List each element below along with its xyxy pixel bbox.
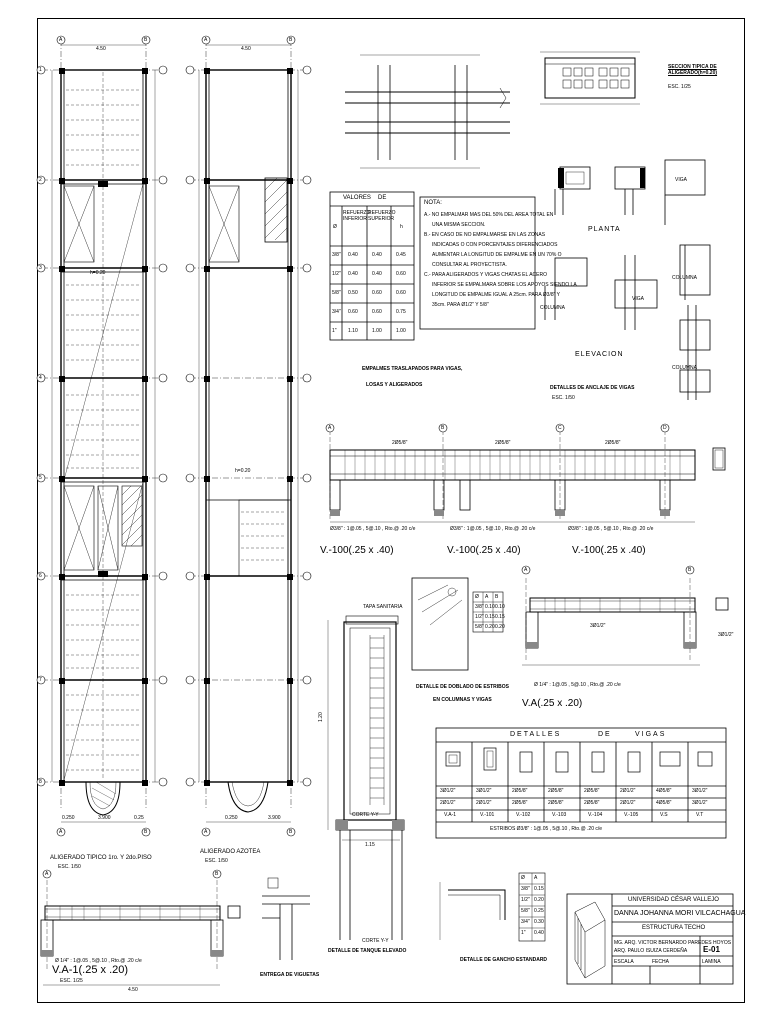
tank-lid: TAPA SANITARIA [363,604,403,610]
gancho-cell: 0.25 [534,908,544,914]
label-lamina: LAMINA [702,959,721,965]
nota-line: C.- PARA ALIGERADOS Y VIGAS CHATAS EL ACERO [424,272,548,278]
axis-label-a: A [204,829,208,835]
va1-axis: A [45,871,49,877]
doblado-cell: 3/8" [475,604,484,610]
elevacion-label: ELEVACION [575,351,624,358]
roof-floor-plan [190,40,305,822]
gancho-title: DETALLE DE GANCHO ESTANDARD [460,957,548,963]
nota-line: UNA MISMA SECCION. [432,222,486,228]
beam-name: V.T [696,812,704,818]
valores-de: DE [378,195,387,201]
plan-dim-bottom: 0.250 [225,815,238,821]
beam-bottom-bars: 2Ø1/2" [620,800,636,806]
nota-line: A.- NO EMPALMAR MAS DEL 50% DEL AREA TOTAL EN [424,212,554,218]
axis-row-label: 8 [39,779,42,785]
gancho-cell: 3/8" [521,886,530,892]
beam-va-elevation [522,578,728,665]
tank-title: DETALLE DE TANQUE ELEVADO [328,948,407,954]
gancho-cell: A [534,875,538,881]
slab-label: h=0.20 [235,468,251,474]
plan-dim-bottom: 3.900 [98,815,111,821]
gancho-cell: 1/2" [521,897,530,903]
beam-bottom-bars: 4Ø5/8" [656,800,672,806]
valores-cell: 1/2" [332,271,341,277]
valores-cell: 0.75 [396,309,406,315]
beam-name: V.A-1 [444,812,457,818]
axis-label-a: A [59,829,63,835]
valores-header: Ø [333,224,337,230]
slab-label: h=0.20 [90,270,106,276]
gancho-cell: Ø [521,875,525,881]
gancho-cell: 3/4" [521,919,530,925]
va1-label: V.A-1(.25 x .20) [52,964,129,976]
col-label: COLUMNA [672,275,698,281]
nota-line: B.- EN CASO DE NO EMPALMARSE EN LAS ZONAS [424,232,546,238]
anclaje-scale: ESC. 1/50 [552,395,575,401]
valores-cell: 0.45 [396,252,406,258]
valores-header: REFUERZO INFERIOR [343,210,371,222]
valores-header: REFUERZO SUPERIOR [368,210,396,222]
standard-hook-detail [440,873,545,941]
valores-cell: 0.60 [372,290,382,296]
va-axis: A [524,567,528,573]
plan-dim-bottom: 0.25 [134,815,144,821]
v100-stirrups: Ø3/8" : 1@.05 , 5@.10 , Rto.@ .20 c/e [330,526,416,532]
axis-label-b: B [289,829,293,835]
doblado-cell: B [495,594,499,600]
nota-line: INDICADAS O CON PORCENTAJES DIFERENCIADOS [432,242,558,248]
valores-title: VALORES [343,195,371,201]
beam-bottom-bars: 2Ø5/8" [548,800,564,806]
v100-axis: D [663,425,667,431]
gancho-cell: 0.30 [534,919,544,925]
tank-corte: CORTE Y-Y [352,812,379,818]
gancho-cell: 5/8" [521,908,530,914]
col-label: COLUMNA [672,365,698,371]
va-label: V.A(.25 x .20) [522,698,583,709]
v100-stirrups: Ø3/8" : 1@.05 , 5@.10 , Rto.@ .20 c/e [450,526,536,532]
doblado-cell: 1/2" [475,614,484,620]
valores-cell: 0.60 [396,290,406,296]
beam-v100-elevation [330,430,725,522]
anclaje-title: DETALLES DE ANCLAJE DE VIGAS [550,385,635,391]
section-title: SECCION TIPICA DE ALIGERADO(h=0.20) [668,64,718,76]
beam-name: V.-101 [480,812,495,818]
doblado-cell: A [485,594,489,600]
right-plan-scale: ESC. 1/50 [205,858,228,864]
valores-cell: 1.00 [372,328,382,334]
university-name: UNIVERSIDAD CÉSAR VALLEJO [628,897,719,903]
v100-stirrups: Ø3/8" : 1@.05 , 5@.10 , Rto.@ .20 c/e [568,526,654,532]
label-escala: ESCALA [614,959,634,965]
water-tank-detail [328,616,404,940]
doblado-cell: 5/8" [475,624,484,630]
beam-name: V.-102 [516,812,531,818]
advisor-name: MG. ARQ. VICTOR BERNARDO PAREDES HOYOS [614,940,732,946]
beam-bottom-bars: 2Ø5/8" [512,800,528,806]
beam-details-title: VIGAS [635,731,667,738]
v100-axis: C [558,425,562,431]
valores-cell: 0.60 [396,271,406,277]
va1-axis: B [215,871,219,877]
v100-label: V.-100(.25 x .40) [572,545,646,556]
beam-top-bars: 2Ø5/8" [512,788,528,794]
beam-top-bars: 4Ø5/8" [656,788,672,794]
valores-cell: 1.10 [348,328,358,334]
va1-scale: ESC. 1/25 [60,978,83,984]
label-fecha: FECHA [652,959,669,965]
gancho-cell: 0.15 [534,886,544,892]
valores-header: h [400,224,403,230]
nota-line: INFERIOR SE EMPALMARA SOBRE LOS APOYOS SIENDO LA [432,282,577,288]
doblado-cell: 0.20 [495,624,505,630]
course-name: ARQ. PAULO ISUIZA CERDEÑA [614,948,688,954]
valores-cell: 0.50 [348,290,358,296]
doblado-cell: 0.10 [485,604,495,610]
valores-cell: 3/4" [332,309,341,315]
beam-details-table [436,728,726,838]
valores-cell: 0.40 [372,252,382,258]
right-plan-title: ALIGERADO AZOTEA [200,849,261,855]
left-plan-scale: ESC. 1/50 [58,864,81,870]
gancho-cell: 0.40 [534,930,544,936]
valores-cell: 0.40 [372,271,382,277]
va1-dim: 4.50 [128,987,138,993]
v100-label: V.-100(.25 x .40) [447,545,521,556]
valores-caption: EMPALMES TRASLAPADOS PARA VIGAS, [362,366,463,372]
beam-name: V.-105 [624,812,639,818]
axis-label-b: B [144,829,148,835]
valores-cell: 1" [332,328,337,334]
sheet-number: E-01 [703,945,720,954]
beam-details-title: DETALLES [510,731,562,738]
nota-line: CONSULTAR AL PROYECTISTA. [432,262,507,268]
axis-row-label: 4 [39,375,42,381]
plan-dim-bottom: 3.900 [268,815,281,821]
va-bars: 3Ø1/2" [590,623,606,629]
doblado-title: DETALLE DE DOBLADO DE ESTRIBOS [416,684,509,690]
beam-top-bars: 2Ø5/8" [584,788,600,794]
doblado-subtitle: EN COLUMNAS Y VIGAS [433,697,492,703]
nota-line: AUMENTAR LA LONGITUD DE EMPALME EN UN 70% O [432,252,562,258]
valores-cell: 0.40 [348,252,358,258]
valores-cell: 5/8" [332,290,341,296]
student-name: DANNA JOHANNA MORI VILCACHAGUA [614,910,746,917]
valores-cell: 0.60 [372,309,382,315]
tank-corte: CORTE Y-Y [362,938,389,944]
v100-label: V.-100(.25 x .40) [320,545,394,556]
section-scale: ESC. 1/25 [668,84,691,90]
valores-cell: 0.40 [348,271,358,277]
title-block [567,894,733,984]
va1-stirrups: Ø 1/4" : 1@.05 , 5@.10 , Rto.@ .20 c/e [55,958,142,964]
v100-bars: 2Ø5/8" [392,440,408,446]
va-bars: 3Ø1/2" [718,632,734,638]
viga-label: VIGA [675,177,687,183]
axis-row-label: 2 [39,177,42,183]
beam-top-bars: 3Ø1/2" [692,788,708,794]
axis-row-label: 5 [39,475,42,481]
nota-title: NOTA: [424,200,442,206]
v100-bars: 2Ø5/8" [495,440,511,446]
axis-row-label: 3 [39,265,42,271]
beam-bottom-bars: 2Ø1/2" [440,800,456,806]
nota-line: 35cm. PARA Ø1/2" Y 5/8" [432,302,489,308]
beam-name: V.-103 [552,812,567,818]
gancho-cell: 0.20 [534,897,544,903]
doblado-cell: 0.15 [485,614,495,620]
joist-delivery-detail [262,878,310,960]
axis-row-label: 1 [39,67,42,73]
planta-label: PLANTA [588,226,621,233]
aligerado-section-detail [540,52,640,104]
gancho-cell: 1" [521,930,526,936]
viguetas-title: ENTREGA DE VIGUETAS [260,972,320,978]
axis-label-a: A [204,37,208,43]
doblado-cell: 0.15 [495,614,505,620]
beam-details-note: ESTRIBOS Ø3/8" : 1@.05 , 5@.10 , Rto.@ .20 c/e [490,826,603,832]
tank-width-dim: 1.15 [365,842,375,848]
left-floor-plan [42,40,160,822]
valores-caption: LOSAS Y ALIGERADOS [366,382,423,388]
beam-name: V.S [660,812,668,818]
v100-bars: 2Ø5/8" [605,440,621,446]
doblado-cell: 0.20 [485,624,495,630]
beam-top-bars: 3Ø1/2" [476,788,492,794]
axis-label-a: A [59,37,63,43]
axis-label-b: B [144,37,148,43]
axis-row-label: 7 [39,677,42,683]
plan-width-dim: 4.50 [96,46,106,52]
v100-axis: B [441,425,445,431]
beam-bottom-bars: 3Ø1/2" [692,800,708,806]
left-plan-title: ALIGERADO TIPICO 1ro. Y 2do.PISO [50,855,152,861]
plan-dim-bottom: 0.250 [62,815,75,821]
beam-bottom-bars: 2Ø5/8" [584,800,600,806]
beam-top-bars: 3Ø1/2" [440,788,456,794]
tank-height-dim: 1.20 [318,712,324,722]
beam-plan-detail [345,55,510,168]
doblado-cell: 0.10 [495,604,505,610]
viga-label: VIGA [632,296,644,302]
beam-top-bars: 2Ø5/8" [548,788,564,794]
drawing-subject: ESTRUCTURA TECHO [642,925,706,931]
col-label: COLUMNA [540,305,566,311]
va-axis: B [688,567,692,573]
valores-cell: 0.60 [348,309,358,315]
beam-bottom-bars: 2Ø1/2" [476,800,492,806]
axis-row-label: 6 [39,573,42,579]
axis-label-b: B [289,37,293,43]
valores-cell: 3/8" [332,252,341,258]
beam-name: V.-104 [588,812,603,818]
beam-top-bars: 2Ø1/2" [620,788,636,794]
va-stirrups: Ø 1/4" : 1@.05 , 5@.10 , Rto.@ .20 c/e [534,682,621,688]
doblado-cell: Ø [475,594,479,600]
v100-axis: A [328,425,332,431]
nota-line: LONGITUD DE EMPALME IGUAL A 25cm. PARA Ø3/8" Y [432,292,561,298]
beam-details-title: DE [598,731,612,738]
valores-cell: 1.00 [396,328,406,334]
plan-width-dim: 4.50 [241,46,251,52]
